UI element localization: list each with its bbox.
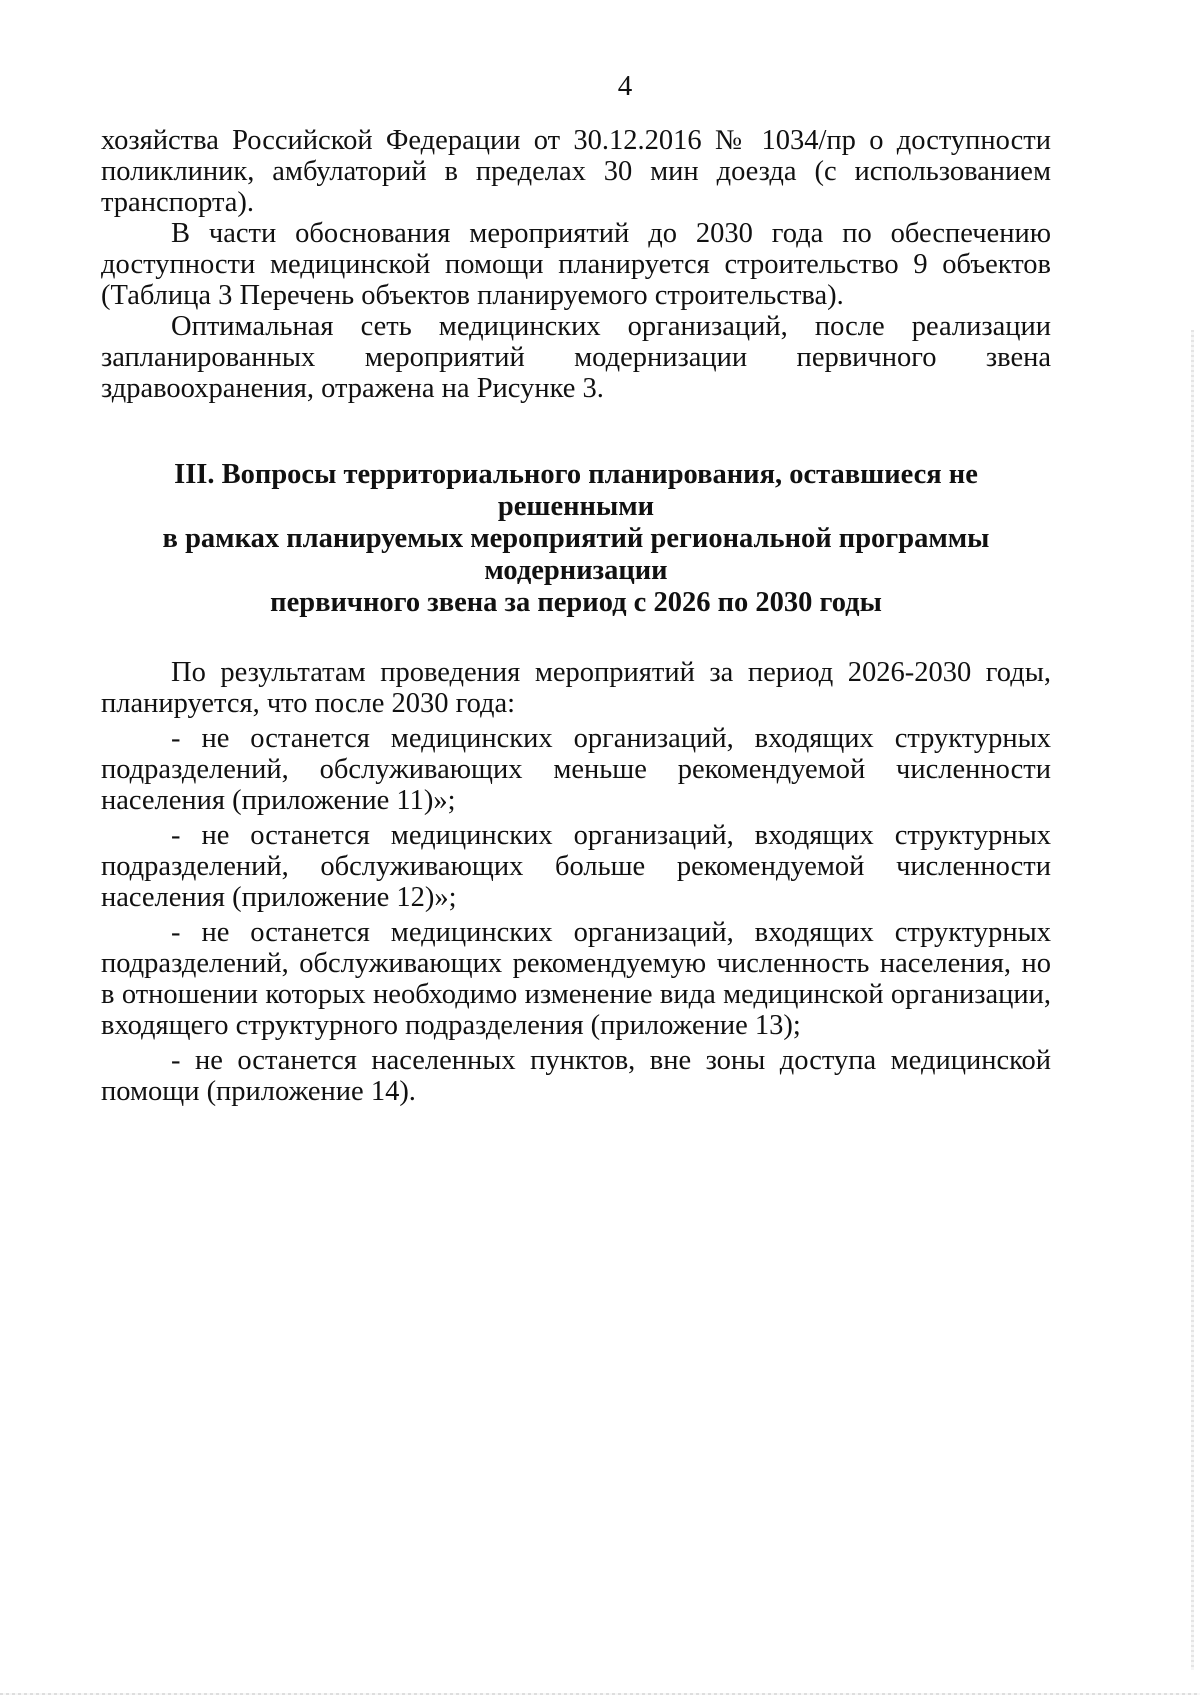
paragraph-optimal-network: Оптимальная сеть медицинских организаций, после реализации запланированных мероприятий модернизации первичного звена здравоохранения, отражена на Рисунке 3. xyxy=(101,311,1051,404)
paragraph-continuation: хозяйства Российской Федерации от 30.12.2016 № 1034/пр о доступности поликлиник, амбулаторий в пределах 30 мин доезда (с использованием транспорта). xyxy=(101,125,1051,218)
list-item: - не останется населенных пунктов, вне зоны доступа медицинской помощи (приложение 14). xyxy=(101,1045,1051,1107)
scan-edge-right xyxy=(1191,330,1194,1670)
section-heading-line: III. Вопросы территориального планирования, оставшиеся не решенными xyxy=(174,459,978,522)
scan-edge-bottom xyxy=(0,1693,1200,1695)
list-item: - не останется медицинских организаций, входящих структурных подразделений, обслуживающих рекомендуемую численность населения, но в отношении которых необходимо изменение вида медицинской организации, входящего структурного подразделения (приложение 13); xyxy=(101,917,1051,1041)
section-heading xyxy=(101,459,1051,619)
document-body xyxy=(101,125,1051,1107)
section-lead-paragraph: По результатам проведения мероприятий за период 2026-2030 годы, планируется, что после 2030 года: xyxy=(101,657,1051,719)
section-heading-line: в рамках планируемых мероприятий региональной программы модернизации xyxy=(162,523,990,586)
paragraph-justification: В части обоснования мероприятий до 2030 года по обеспечению доступности медицинской помощи планируется строительство 9 объектов (Таблица 3 Перечень объектов планируемого строительства). xyxy=(101,218,1051,311)
list-item: - не останется медицинских организаций, входящих структурных подразделений, обслуживающих меньше рекомендуемой численности населения (приложение 11)»; xyxy=(101,723,1051,816)
section-heading-line: первичного звена за период с 2026 по 2030 годы xyxy=(270,587,882,618)
page-number: 4 xyxy=(617,70,633,102)
list-item: - не останется медицинских организаций, входящих структурных подразделений, обслуживающих больше рекомендуемой численности населения (приложение 12)»; xyxy=(101,820,1051,913)
section-body xyxy=(101,657,1051,1107)
